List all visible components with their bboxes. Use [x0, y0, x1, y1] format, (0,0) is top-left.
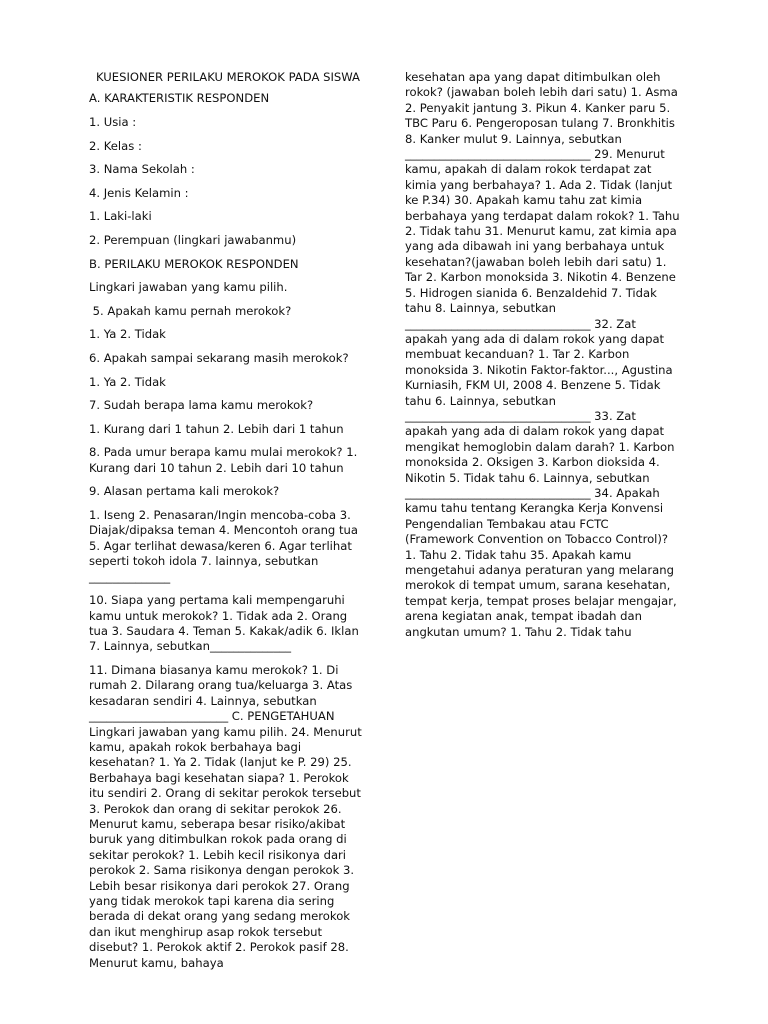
field-jenis-kelamin: 4. Jenis Kelamin : [89, 185, 189, 200]
instruction-text: Lingkari jawaban yang kamu pilih. [89, 280, 288, 295]
section-b-heading: B. PERILAKU MEROKOK RESPONDEN [89, 256, 299, 271]
question-10: 10. Siapa yang pertama kali mempengaruhi kamu untuk merokok? 1. Tidak ada 2. Orang tua 3. Saudara 4. Teman 5. Kakak/adik 6. Iklan 7. Lainnya, sebutkan______________ [89, 593, 359, 654]
field-kelas: 2. Kelas : [89, 138, 142, 153]
left-column [89, 70, 367, 971]
right-column [405, 70, 680, 640]
question-6-options: 1. Ya 2. Tidak [89, 374, 166, 389]
field-usia: 1. Usia : [89, 115, 137, 129]
question-7: 7. Sudah berapa lama kamu merokok? [89, 398, 314, 413]
question-5-options: 1. Ya 2. Tidak [89, 327, 166, 342]
question-7-options: 1. Kurang dari 1 tahun 2. Lebih dari 1 tahun [89, 421, 344, 436]
question-6: 6. Apakah sampai sekarang masih merokok? [89, 350, 349, 365]
section-a-heading: A. KARAKTERISTIK RESPONDEN [89, 91, 270, 106]
option-laki-laki: 1. Laki-laki [89, 209, 152, 224]
option-perempuan: 2. Perempuan (lingkari jawabanmu) [89, 232, 297, 247]
question-11-to-28: 11. Dimana biasanya kamu merokok? 1. Di rumah 2. Dilarang orang tua/keluarga 3. Atas kesadaran sendiri 4. Lainnya, sebutkan ________________________ C. PENGETAHUAN Lingkari jawaban yang kamu pilih. 24. Menurut kamu, apakah rokok berbahaya bagi kesehatan? 1. Ya 2. Tidak (lanjut ke P. 29) 25. Berbahaya bagi kesehatan siapa? 1. Perokok itu sendiri 2. Orang di sekitar perokok tersebut 3. Perokok dan orang di sekitar perokok 26. Menurut kamu, seberapa besar risiko/akibat buruk yang ditimbulkan rokok pada orang di sekitar perokok? 1. Lebih kecil risikonya dari perokok 2. Sama risikonya dengan perokok 3. Lebih besar risikonya dari perokok 27. Orang yang tidak merokok tapi karena dia sering berada di dekat orang yang sedang merokok dan ikut menghirup asap rokok tersebut disebut? 1. Perokok aktif 2. Perokok pasif 28. Menurut kamu, bahaya [89, 662, 362, 970]
question-9-options: 1. Iseng 2. Penasaran/Ingin mencoba-coba 3. Diajak/dipaksa teman 4. Mencontoh orang tua 5. Agar terlihat dewasa/keren 6. Agar terlihat seperti tokoh idola 7. lainnya, sebutkan ______________ [89, 507, 358, 584]
document-title: KUESIONER PERILAKU MEROKOK PADA SISWA [96, 70, 360, 84]
question-8: 8. Pada umur berapa kamu mulai merokok? 1. Kurang dari 10 tahun 2. Lebih dari 10 tahun [89, 445, 358, 475]
field-nama-sekolah: 3. Nama Sekolah : [89, 162, 195, 177]
question-5: 5. Apakah kamu pernah merokok? [89, 303, 292, 318]
questions-28-to-35: kesehatan apa yang dapat ditimbulkan oleh rokok? (jawaban boleh lebih dari satu) 1. Asma 2. Penyakit jantung 3. Pikun 4. Kanker paru 5. TBC Paru 6. Pengeroposan tulang 7. Bronkhitis 8. Kanker mulut 9. Lainnya, sebutkan ________________________________ 29. Menurut kamu, apakah di dalam rokok terdapat zat kimia yang berbahaya? 1. Ada 2. Tidak (lanjut ke P.34) 30. Apakah kamu tahu zat kimia berbahaya yang terdapat dalam rokok? 1. Tahu 2. Tidak tahu 31. Menurut kamu, zat kimia apa yang ada dibawah ini yang berbahaya untuk kesehatan?(jawaban boleh lebih dari satu) 1. Tar 2. Karbon monoksida 3. Nikotin 4. Benzene 5. Hidrogen sianida 6. Benzaldehid 7. Tidak tahu 8. Lainnya, sebutkan ________________________________ 32. Zat apakah yang ada di dalam rokok yang dapat membuat kecanduan? 1. Tar 2. Karbon monoksida 3. Nikotin Faktor-faktor..., Agustina Kurniasih, FKM UI, 2008 4. Benzene 5. Tidak tahu 6. Lainnya, sebutkan ________________________________ 33. Zat apakah yang ada di dalam rokok yang dapat mengikat hemoglobin dalam darah? 1. Karbon monoksida 2. Oksigen 3. Karbon dioksida 4. Nikotin 5. Tidak tahu 6. Lainnya, sebutkan ________________________________ 34. Apakah kamu tahu tentang Kerangka Kerja Konvensi Pengendalian Tembakau atau FCTC (Framework Convention on Tobacco Control)? 1. Tahu 2. Tidak tahu 35. Apakah kamu mengetahui adanya peraturan yang melarang merokok di tempat umum, sarana kesehatan, tempat kerja, tempat proses belajar mengajar, arena kegiatan anak, tempat ibadah dan angkutan umum? 1. Tahu 2. Tidak tahu [405, 70, 680, 639]
question-9: 9. Alasan pertama kali merokok? [89, 484, 280, 499]
